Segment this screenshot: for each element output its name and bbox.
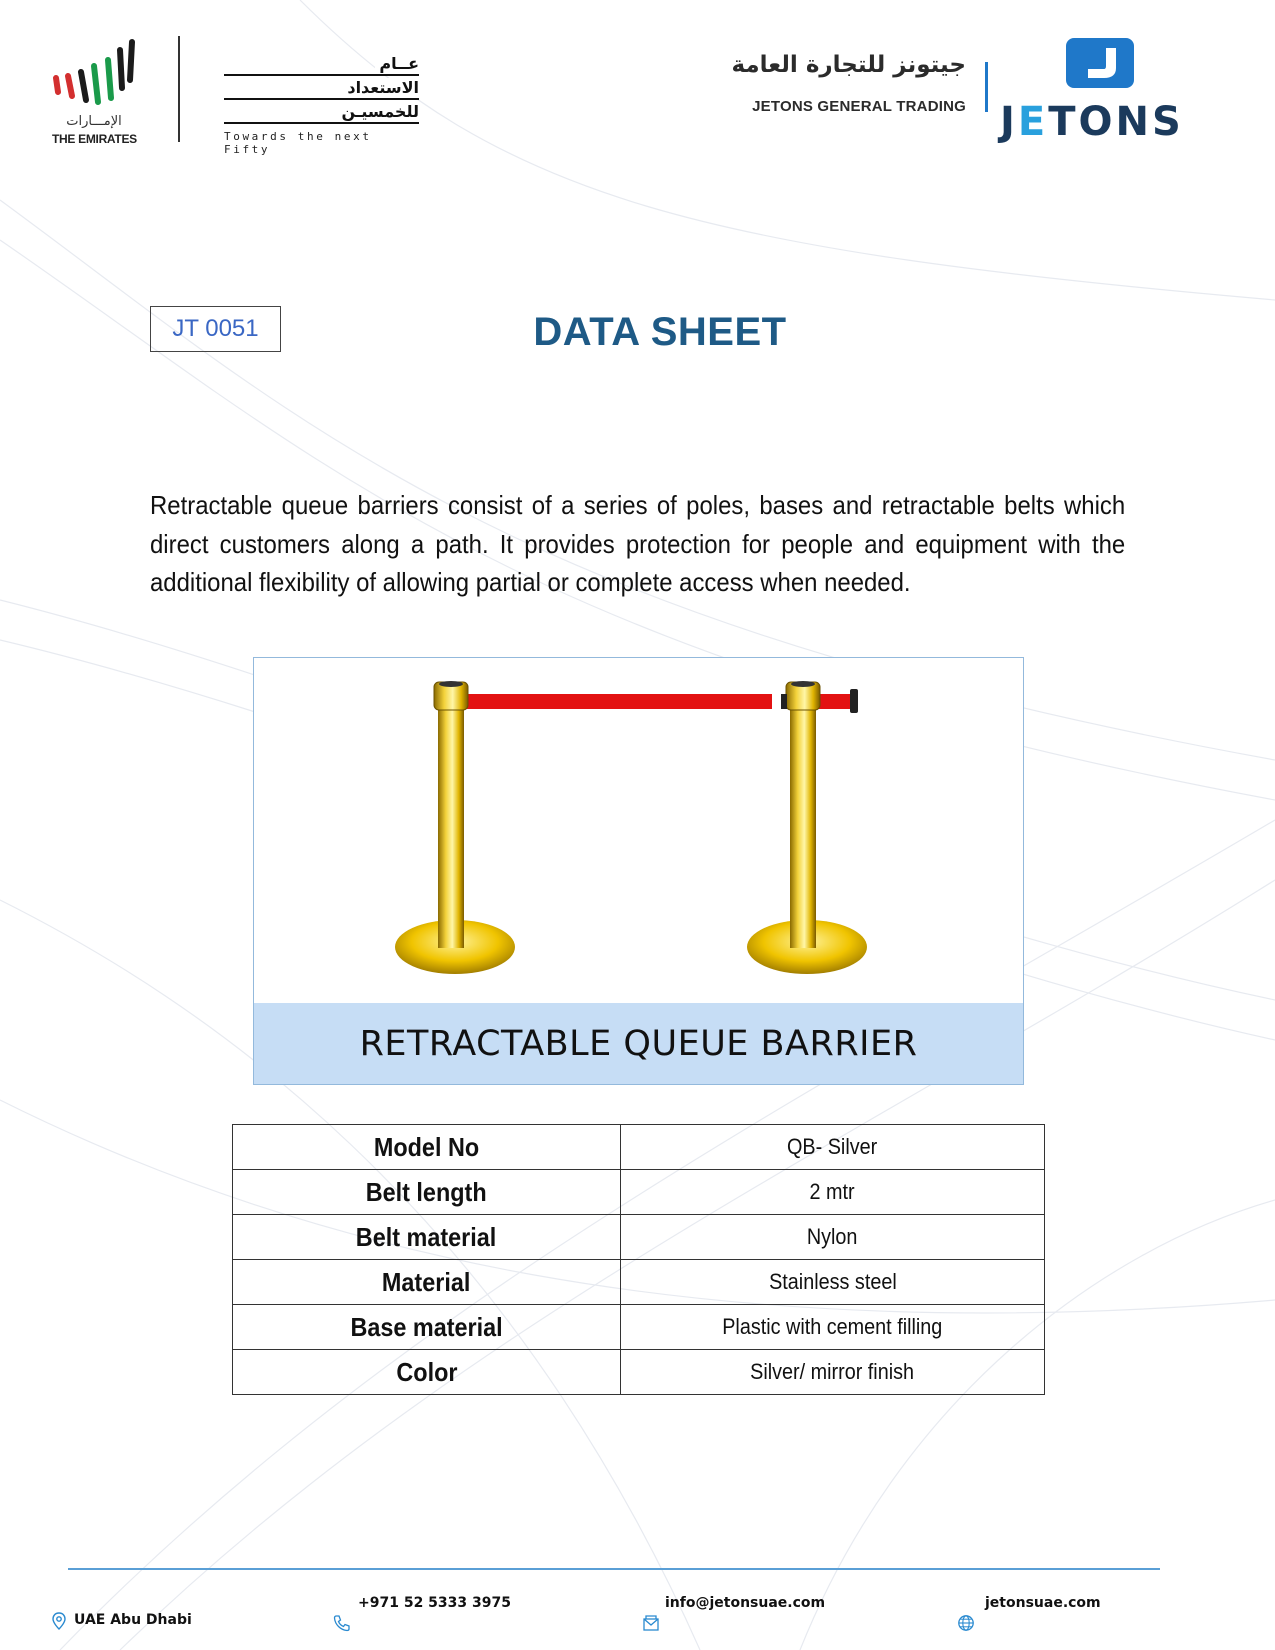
table-row — [233, 1215, 1045, 1260]
product-code-badge: JT 0051 — [150, 306, 281, 352]
footer-email[interactable]: info@jetonsuae.com — [665, 1595, 826, 1611]
spec-label: Material — [382, 1266, 471, 1297]
emirates-english-label: THE EMIRATES — [52, 132, 137, 146]
spec-value: Plastic with cement filling — [722, 1314, 943, 1339]
queue-barrier-illustration — [254, 658, 1025, 1006]
belt-main — [452, 694, 772, 709]
year50-line-2: الاستعداد — [343, 78, 419, 98]
footer-phone[interactable]: +971 52 5333 3975 — [358, 1595, 511, 1611]
page-title: DATA SHEET — [533, 310, 787, 354]
phone-icon — [333, 1614, 351, 1632]
company-english-name: JETONS GENERAL TRADING — [752, 98, 966, 115]
mail-icon — [642, 1614, 660, 1632]
company-arabic-name: جيتونز للتجارة العامة — [731, 52, 966, 78]
product-card — [253, 657, 1024, 1085]
wordmark-tons: TONS — [1048, 99, 1184, 145]
emirates-flag-bars-icon — [50, 36, 140, 108]
wordmark-e: E — [1017, 99, 1049, 145]
table-row — [233, 1260, 1045, 1305]
jetons-wordmark — [1000, 99, 1184, 145]
map-pin-icon — [50, 1612, 68, 1630]
table-row — [233, 1305, 1045, 1350]
product-description: Retractable queue barriers consist of a series of poles, bases and retractable belts which direct customers along a path. It provides protection for people and equipment with the additional flexibility of allowing partial or complete access when needed. — [150, 490, 1126, 597]
footer-divider — [68, 1568, 1160, 1570]
spec-value: Silver/ mirror finish — [750, 1359, 915, 1384]
header-divider — [178, 36, 180, 142]
company-divider — [985, 62, 988, 112]
year50-line-3: للخمسيـن — [338, 102, 419, 122]
table-row — [233, 1350, 1045, 1395]
the-emirates-logo — [50, 36, 140, 146]
belt-clip — [850, 689, 858, 713]
spec-value: Stainless steel — [768, 1269, 897, 1294]
year50-tagline: Towards the next Fifty — [224, 130, 372, 156]
jetons-logo-icon — [1066, 38, 1134, 88]
table-row — [233, 1170, 1045, 1215]
table-row — [233, 1125, 1045, 1170]
year-of-fifty-logo — [224, 52, 419, 156]
year50-line-1: عــام — [375, 54, 419, 74]
spec-label: Base material — [350, 1311, 503, 1342]
footer-location: UAE Abu Dhabi — [74, 1612, 192, 1628]
globe-icon — [957, 1614, 975, 1632]
wordmark-j: J — [1000, 99, 1018, 145]
spec-label: Model No — [373, 1131, 480, 1162]
spec-value: 2 mtr — [809, 1179, 856, 1204]
spec-value: QB- Silver — [787, 1134, 878, 1159]
specifications-table — [232, 1124, 1045, 1395]
spec-value: Nylon — [807, 1224, 858, 1249]
spec-label: Belt material — [356, 1221, 497, 1252]
spec-label: Color — [395, 1356, 458, 1387]
footer-website[interactable]: jetonsuae.com — [985, 1595, 1101, 1611]
product-caption: RETRACTABLE QUEUE BARRIER — [254, 1003, 1023, 1084]
emirates-arabic-label: الإمـــارات — [66, 114, 122, 129]
spec-label: Belt length — [366, 1176, 487, 1207]
